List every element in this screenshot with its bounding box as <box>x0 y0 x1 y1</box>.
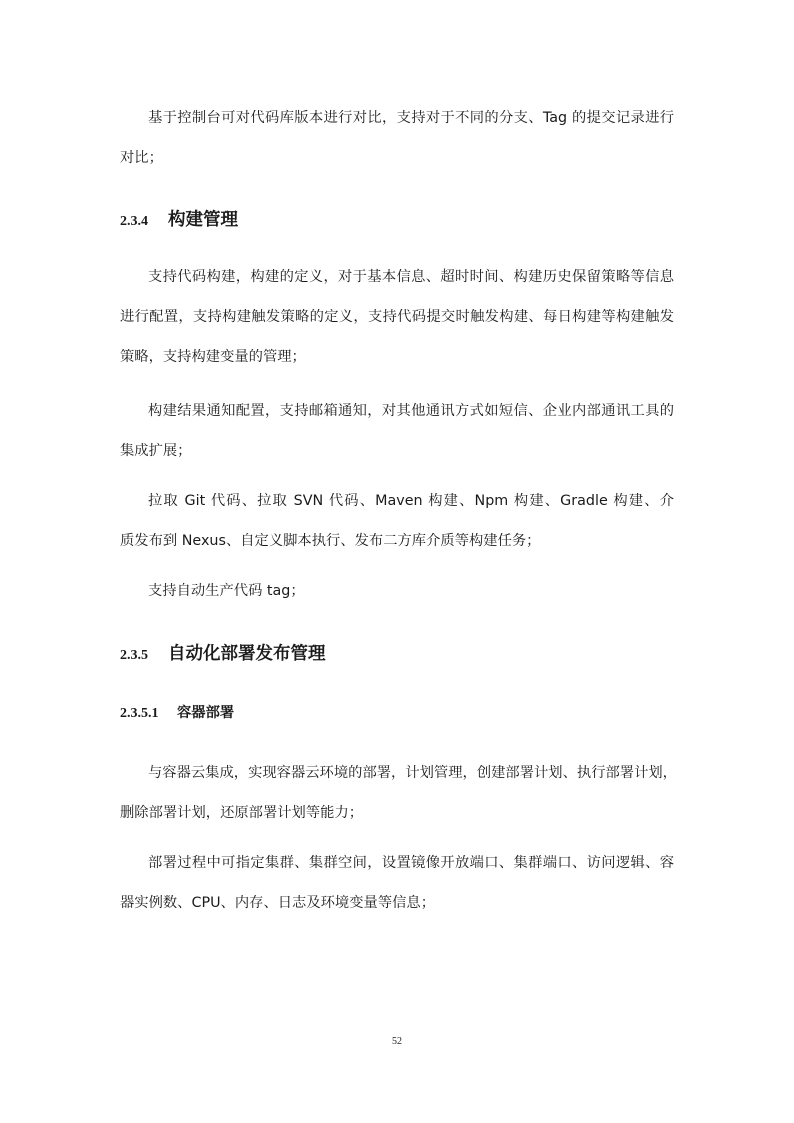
subsection-number: 2.3.5.1 <box>120 706 159 721</box>
section-heading-auto-deploy <box>120 640 326 665</box>
section-number: 2.3.4 <box>120 214 148 229</box>
paragraph-code-compare <box>120 108 674 168</box>
paragraph-line: 质发布到 Nexus、自定义脚本执行、发布二方库介质等构建任务； <box>120 533 541 549</box>
subsection-heading-container-deploy <box>120 702 234 722</box>
section-heading-build-management <box>120 206 238 231</box>
section-number: 2.3.5 <box>120 648 148 663</box>
paragraph-line: 策略，支持构建变量的管理； <box>120 349 306 365</box>
section-title: 自动化部署发布管理 <box>168 644 326 664</box>
paragraph-line: 基于控制台可对代码库版本进行对比，支持对于不同的分支、Tag 的提交记录进行 <box>148 110 674 126</box>
section-title: 构建管理 <box>168 210 238 230</box>
paragraph-line: 器实例数、CPU、内存、日志及环境变量等信息； <box>120 895 436 911</box>
paragraph-build-tasks <box>120 491 674 551</box>
paragraph-container-cloud <box>120 763 677 823</box>
page-number: 52 <box>392 1036 402 1047</box>
paragraph-line: 删除部署计划，还原部署计划等能力； <box>120 805 364 821</box>
paragraph-line: 部署过程中可指定集群、集群空间，设置镜像开放端口、集群端口、访问逻辑、容 <box>148 855 674 871</box>
paragraph-deploy-settings <box>120 853 674 913</box>
paragraph-line: 与容器云集成，实现容器云环境的部署，计划管理，创建部署计划、执行部署计划， <box>148 765 677 781</box>
paragraph-auto-tag <box>120 581 674 601</box>
paragraph-line: 构建结果通知配置，支持邮箱通知，对其他通讯方式如短信、企业内部通讯工具的 <box>148 403 674 419</box>
paragraph-line: 集成扩展； <box>120 443 192 459</box>
paragraph-line: 支持代码构建，构建的定义，对于基本信息、超时时间、构建历史保留策略等信息 <box>148 269 674 285</box>
paragraph-build-definition <box>120 267 674 367</box>
subsection-title: 容器部署 <box>177 705 235 721</box>
paragraph-line: 进行配置，支持构建触发策略的定义，支持代码提交时触发构建、每日构建等构建触发 <box>120 309 674 325</box>
paragraph-line: 对比； <box>120 150 163 166</box>
paragraph-line: 支持自动生产代码 tag； <box>148 583 305 599</box>
paragraph-build-notification <box>120 401 674 461</box>
paragraph-line: 拉取 Git 代码、拉取 SVN 代码、Maven 构建、Npm 构建、Gradle 构建、介 <box>148 493 674 509</box>
